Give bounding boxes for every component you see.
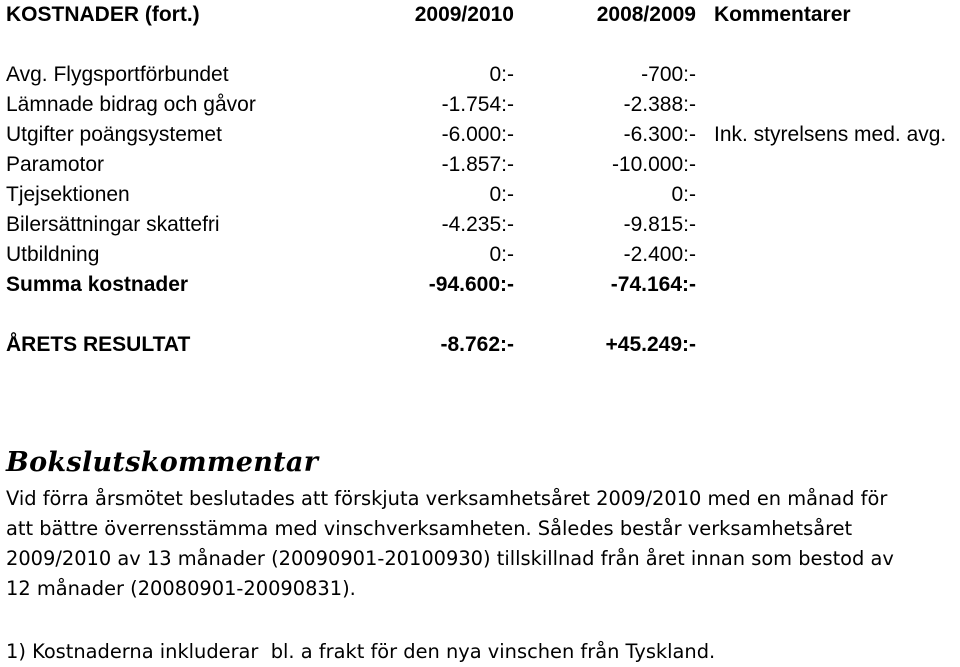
paragraph-line: att bättre överrensstämma med vinschverksamheten. Således består verksamhetsåret <box>6 517 853 540</box>
result-value-2008-2009: +45.249:- <box>605 333 696 356</box>
table-row <box>0 120 960 150</box>
result-value-2009-2010: -8.762:- <box>440 333 514 356</box>
row-value-2008-2009: 0:- <box>671 183 696 206</box>
row-label: Lämnade bidrag och gåvor <box>6 93 256 116</box>
row-label: Utgifter poängsystemet <box>6 123 222 146</box>
column-header-comments: Kommentarer <box>714 3 851 26</box>
table-header <box>0 0 960 30</box>
table-row <box>0 210 960 240</box>
total-row <box>0 270 960 300</box>
row-comment: Ink. styrelsens med. avg. <box>714 123 947 146</box>
row-value-2009-2010: 0:- <box>489 63 514 86</box>
row-value-2009-2010: -1.857:- <box>441 153 514 176</box>
row-label: Paramotor <box>6 153 105 176</box>
row-value-2008-2009: -2.400:- <box>623 243 696 266</box>
row-value-2008-2009: -700:- <box>641 63 696 86</box>
paragraph-line: 2009/2010 av 13 månader (20090901-20100930) tillskillnad från året innan som bestod av <box>6 547 894 570</box>
row-value-2009-2010: -6.000:- <box>441 123 514 146</box>
total-value-2008-2009: -74.164:- <box>610 273 696 296</box>
section-heading: Bokslutskommentar <box>6 447 319 478</box>
row-value-2009-2010: -1.754:- <box>441 93 514 116</box>
row-value-2008-2009: -6.300:- <box>623 123 696 146</box>
table-row <box>0 60 960 90</box>
result-row <box>0 330 960 360</box>
column-header-2009-2010: 2009/2010 <box>414 3 514 26</box>
row-label: Avg. Flygsportförbundet <box>6 63 229 86</box>
table-row <box>0 150 960 180</box>
total-label: Summa kostnader <box>6 273 189 296</box>
row-value-2009-2010: 0:- <box>489 183 514 206</box>
total-value-2009-2010: -94.600:- <box>428 273 514 296</box>
table-row <box>0 240 960 270</box>
result-label: ÅRETS RESULTAT <box>6 333 191 356</box>
row-label: Utbildning <box>6 243 100 266</box>
column-header-2008-2009: 2008/2009 <box>596 3 696 26</box>
paragraph-line: Vid förra årsmötet beslutades att förskjuta verksamhetsåret 2009/2010 med en månad för <box>6 487 888 510</box>
row-value-2008-2009: -9.815:- <box>623 213 696 236</box>
table-row <box>0 90 960 120</box>
row-value-2009-2010: 0:- <box>489 243 514 266</box>
row-value-2008-2009: -10.000:- <box>611 153 696 176</box>
row-label: Bilersättningar skattefri <box>6 213 220 236</box>
row-label: Tjejsektionen <box>6 183 130 206</box>
table-row <box>0 180 960 210</box>
table-title: KOSTNADER (fort.) <box>6 3 200 26</box>
row-value-2008-2009: -2.388:- <box>623 93 696 116</box>
row-value-2009-2010: -4.235:- <box>441 213 514 236</box>
paragraph-line: 12 månader (20080901-20090831). <box>6 577 356 600</box>
footnote: 1) Kostnaderna inkluderar bl. a frakt för den nya vinschen från Tyskland. <box>6 640 716 663</box>
